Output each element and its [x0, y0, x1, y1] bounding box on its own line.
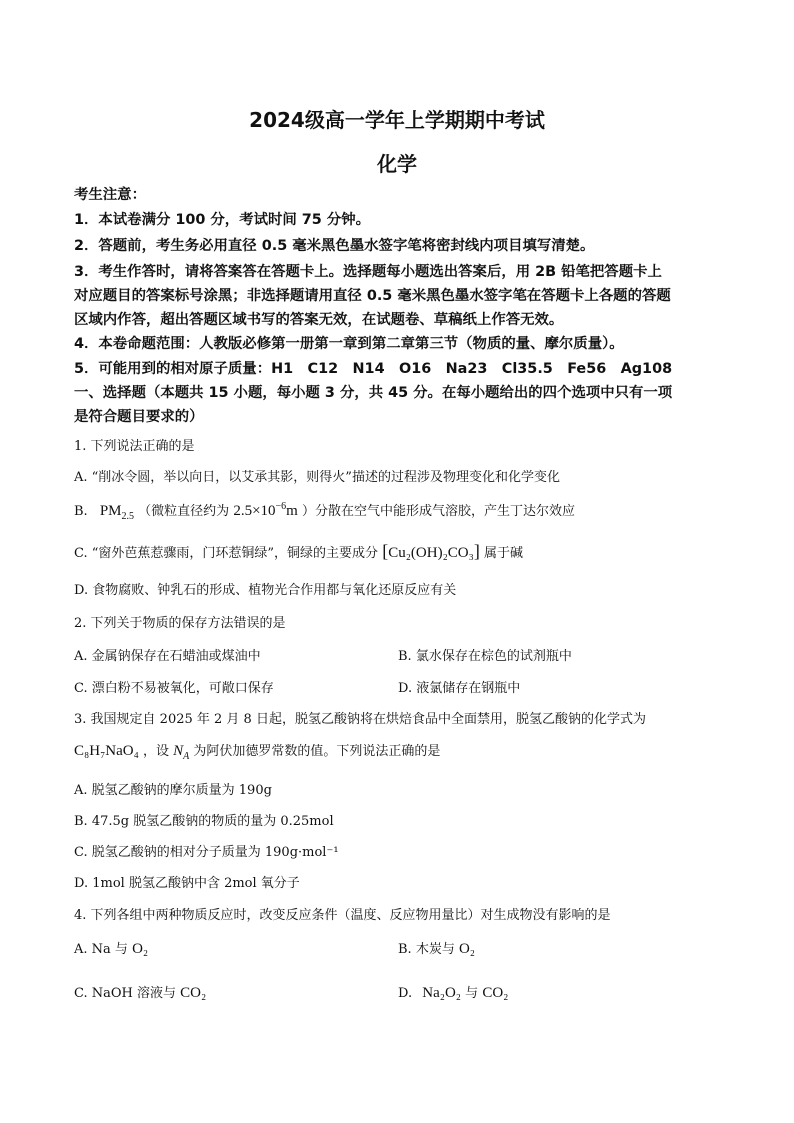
option-c-text: C. “窗外芭蕉惹骤雨，门环惹铜绿”，铜绿的主要成分	[74, 546, 379, 561]
question-2-option-d: D. 液氯储存在钢瓶中	[398, 681, 521, 696]
question-2-option-a: A. 金属钠保存在石蜡油或煤油中	[74, 649, 261, 664]
option-c-text: C. NaOH 溶液与	[74, 986, 177, 1001]
question-4-option-c	[74, 982, 206, 1002]
option-a-text: A. Na 与	[74, 942, 128, 957]
question-3-stem: 3. 我国规定自 2025 年 2 月 8 日起，脱氢乙酸钠将在烘焙食品中全面禁用，脱氢乙酸钠的化学式为	[74, 712, 646, 727]
notice-item-3: 3．考生作答时，请将答案答在答题卡上。选择题每小题选出答案后，用 2B 铅笔把答题卡上	[74, 264, 662, 280]
notice-item-1: 1．本试卷满分 100 分，考试时间 75 分钟。	[74, 212, 370, 228]
question-1-option-b	[74, 500, 575, 522]
exam-subject: 化学	[377, 152, 417, 176]
notice-item-3-cont2: 区域内作答，超出答题区域书写的答案无效，在试题卷、草稿纸上作答无效。	[74, 312, 564, 328]
notice-item-3-cont: 对应题目的答案标号涂黑；非选择题请用直径 0.5 毫米黑色墨水签字笔在答题卡上各题的答题	[74, 288, 671, 304]
option-b-text-mid: （微粒直径约为	[138, 504, 230, 519]
sodium-peroxide-formula: Na₂O₂	[422, 985, 462, 1001]
carbon-dioxide-formula: CO₂	[180, 985, 207, 1001]
notice-item-4: 4．本卷命题范围：人教版必修第一册第一章到第二章第三节（物质的量、摩尔质量）。	[74, 336, 624, 352]
question-4-stem: 4. 下列各组中两种物质反应时，改变反应条件（温度、反应物用量比）对生成物没有影响的是	[74, 908, 611, 923]
question-1-stem: 1. 下列说法正确的是	[74, 439, 195, 454]
carbon-dioxide-formula: CO₂	[482, 985, 509, 1001]
question-3-stem-cont	[74, 740, 440, 762]
question-1-option-a: A. “削冰令圆，举以向日，以艾承其影，则得火”描述的过程涉及物理变化和化学变化	[74, 470, 560, 485]
notice-item-2: 2．答题前，考生务必用直径 0.5 毫米黑色墨水签字笔将密封线内项目填写清楚。	[74, 238, 595, 254]
question-2-option-b: B. 氯水保存在棕色的试剂瓶中	[398, 649, 572, 664]
notice-heading: 考生注意：	[74, 187, 146, 203]
option-b-text: B. 木炭与	[398, 942, 455, 957]
option-c-text-post: 属于碱	[484, 546, 524, 561]
section-heading-cont: 是符合题目要求的）	[74, 409, 204, 425]
question-3-option-b: B. 47.5g 脱氢乙酸钠的物质的量为 0.25mol	[74, 814, 334, 829]
exam-title: 2024级高一学年上学期期中考试	[249, 108, 545, 132]
question-4-option-b	[398, 938, 475, 958]
question-2-option-c: C. 漂白粉不易被氧化，可敞口保存	[74, 681, 274, 696]
section-heading: 一、选择题（本题共 15 小题，每小题 3 分，共 45 分。在每小题给出的四个选项中只有一项	[74, 385, 673, 401]
oxygen-formula: O₂	[132, 941, 149, 957]
question-3-option-a: A. 脱氢乙酸钠的摩尔质量为 190g	[74, 783, 272, 798]
basic-copper-carbonate-formula: [Cu₂(OH)₂CO₃]	[382, 541, 480, 561]
avogadro-symbol: $N_A$	[173, 743, 190, 762]
question-1-option-d: D. 食物腐败、钟乳石的形成、植物光合作用都与氧化还原反应有关	[74, 583, 457, 598]
option-d-label: D.	[398, 986, 413, 1001]
question-1-option-c	[74, 541, 523, 562]
diameter-formula: $2.5\times 10^{-6}m$	[233, 501, 298, 519]
question-4-option-d	[398, 982, 508, 1002]
stem-post: 为阿伏加德罗常数的值。下列说法正确的是	[193, 744, 441, 759]
option-b-text-post: ）分散在空气中能形成气溶胶，产生丁达尔效应	[301, 504, 575, 519]
question-3-option-c: C. 脱氢乙酸钠的相对分子质量为 190g·mol⁻¹	[74, 845, 339, 860]
question-3-option-d: D. 1mol 脱氢乙酸钠中含 2mol 氧分子	[74, 876, 300, 891]
oxygen-formula: O₂	[458, 941, 476, 957]
pm-formula: $PM_{2.5}$	[99, 503, 135, 522]
question-2-stem: 2. 下列关于物质的保存方法错误的是	[74, 616, 286, 631]
notice-item-5: 5．可能用到的相对原子质量：H1 C12 N14 O16 Na23 Cl35.5 Fe56 Ag108	[74, 361, 673, 377]
stem-connector: ，设	[143, 744, 170, 759]
question-4-option-a	[74, 938, 148, 958]
sodium-dehydroacetate-formula: C₈H₇NaO₄	[74, 743, 139, 759]
option-b-label: B.	[74, 504, 88, 519]
option-d-connector: 与	[465, 986, 479, 1001]
